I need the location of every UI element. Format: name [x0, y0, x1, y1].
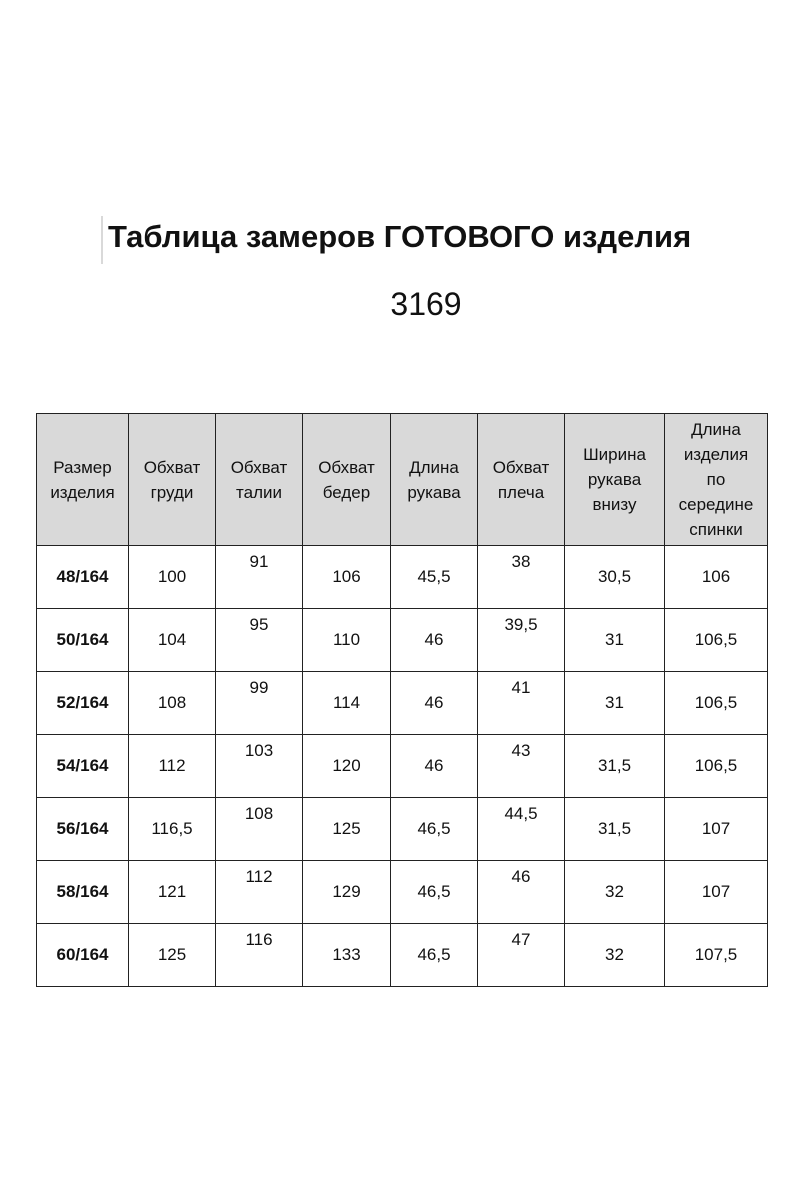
column-header: [216, 414, 303, 546]
column-header-line: Длина: [409, 457, 459, 477]
table-row: [37, 609, 768, 672]
measurement-cell: 107: [665, 861, 768, 924]
column-header-line: изделия: [683, 445, 749, 464]
size-cell: 56/164: [37, 798, 129, 861]
measurement-cell: 91: [216, 546, 303, 609]
size-cell: 48/164: [37, 546, 129, 609]
measurement-cell: 103: [216, 735, 303, 798]
measurement-cell: 46: [391, 735, 478, 798]
column-header-line: бедер: [322, 482, 371, 502]
measurement-cell: 125: [129, 924, 216, 987]
page-title: Таблица замеров ГОТОВОГО изделия: [108, 219, 692, 254]
size-cell: 52/164: [37, 672, 129, 735]
table-row: [37, 735, 768, 798]
column-header-line: Обхват: [143, 457, 201, 477]
measurement-cell: 32: [565, 924, 665, 987]
measurement-cell: 46,5: [391, 924, 478, 987]
measurement-cell: 39,5: [478, 609, 565, 672]
measurement-cell: 44,5: [478, 798, 565, 861]
size-cell: 54/164: [37, 735, 129, 798]
measurement-cell: 46: [478, 861, 565, 924]
column-header: [665, 414, 768, 546]
column-header-line: груди: [150, 482, 194, 502]
measurement-cell: 41: [478, 672, 565, 735]
measurement-cell: 31,5: [565, 735, 665, 798]
title-margin-line: [101, 216, 103, 264]
measurement-cell: 46: [391, 672, 478, 735]
column-header-line: Обхват: [318, 457, 375, 477]
measurement-cell: 116,5: [129, 798, 216, 861]
measurement-cell: 30,5: [565, 546, 665, 609]
measurement-cell: 31: [565, 609, 665, 672]
measurement-cell: 112: [129, 735, 216, 798]
table-header: [37, 414, 768, 546]
measurement-cell: 46,5: [391, 798, 478, 861]
size-table: [36, 413, 768, 987]
model-number: 3169: [390, 286, 462, 322]
measurement-cell: 46: [391, 609, 478, 672]
measurement-cell: 107,5: [665, 924, 768, 987]
measurement-cell: 31: [565, 672, 665, 735]
measurement-cell: 107: [665, 798, 768, 861]
column-header-line: рукава: [587, 470, 642, 489]
measurement-cell: 43: [478, 735, 565, 798]
measurement-cell: 129: [303, 861, 391, 924]
column-header-line: Обхват: [492, 457, 550, 477]
column-header-line: рукава: [407, 482, 461, 502]
measurement-cell: 95: [216, 609, 303, 672]
measurement-cell: 133: [303, 924, 391, 987]
measurement-cell: 38: [478, 546, 565, 609]
measurement-cell: 106,5: [665, 735, 768, 798]
column-header-line: по: [706, 470, 726, 489]
size-cell: 60/164: [37, 924, 129, 987]
size-cell: 50/164: [37, 609, 129, 672]
measurement-cell: 112: [216, 861, 303, 924]
table-row: [37, 924, 768, 987]
column-header-line: плеча: [497, 482, 545, 502]
column-header: [478, 414, 565, 546]
measurement-cell: 108: [129, 672, 216, 735]
measurement-cell: 106: [303, 546, 391, 609]
table-row: [37, 798, 768, 861]
measurement-cell: 116: [216, 924, 303, 987]
measurement-cell: 46,5: [391, 861, 478, 924]
measurement-cell: 104: [129, 609, 216, 672]
column-header-line: внизу: [592, 495, 637, 514]
column-header-line: середине: [678, 495, 754, 514]
measurement-cell: 99: [216, 672, 303, 735]
measurement-cell: 47: [478, 924, 565, 987]
column-header: [303, 414, 391, 546]
measurement-cell: 114: [303, 672, 391, 735]
size-cell: 58/164: [37, 861, 129, 924]
measurement-cell: 121: [129, 861, 216, 924]
column-header: [565, 414, 665, 546]
measurement-cell: 108: [216, 798, 303, 861]
column-header: [37, 414, 129, 546]
column-header-line: Ширина: [583, 445, 646, 464]
column-header: [129, 414, 216, 546]
measurement-cell: 110: [303, 609, 391, 672]
column-header-line: Длина: [691, 420, 741, 439]
measurement-cell: 32: [565, 861, 665, 924]
column-header-line: Обхват: [230, 457, 288, 477]
header-row: [37, 414, 768, 546]
table-row: [37, 861, 768, 924]
table-row: [37, 546, 768, 609]
column-header-line: изделия: [50, 482, 115, 502]
measurement-cell: 31,5: [565, 798, 665, 861]
measurement-cell: 106,5: [665, 609, 768, 672]
measurement-cell: 100: [129, 546, 216, 609]
measurement-cell: 106,5: [665, 672, 768, 735]
table-row: [37, 672, 768, 735]
measurement-cell: 125: [303, 798, 391, 861]
column-header-line: Размер: [53, 457, 112, 477]
measurement-cell: 120: [303, 735, 391, 798]
measurement-cell: 106: [665, 546, 768, 609]
column-header: [391, 414, 478, 546]
column-header-line: талии: [236, 482, 282, 502]
measurement-cell: 45,5: [391, 546, 478, 609]
table-body: [37, 546, 768, 987]
column-header-line: спинки: [689, 520, 743, 539]
